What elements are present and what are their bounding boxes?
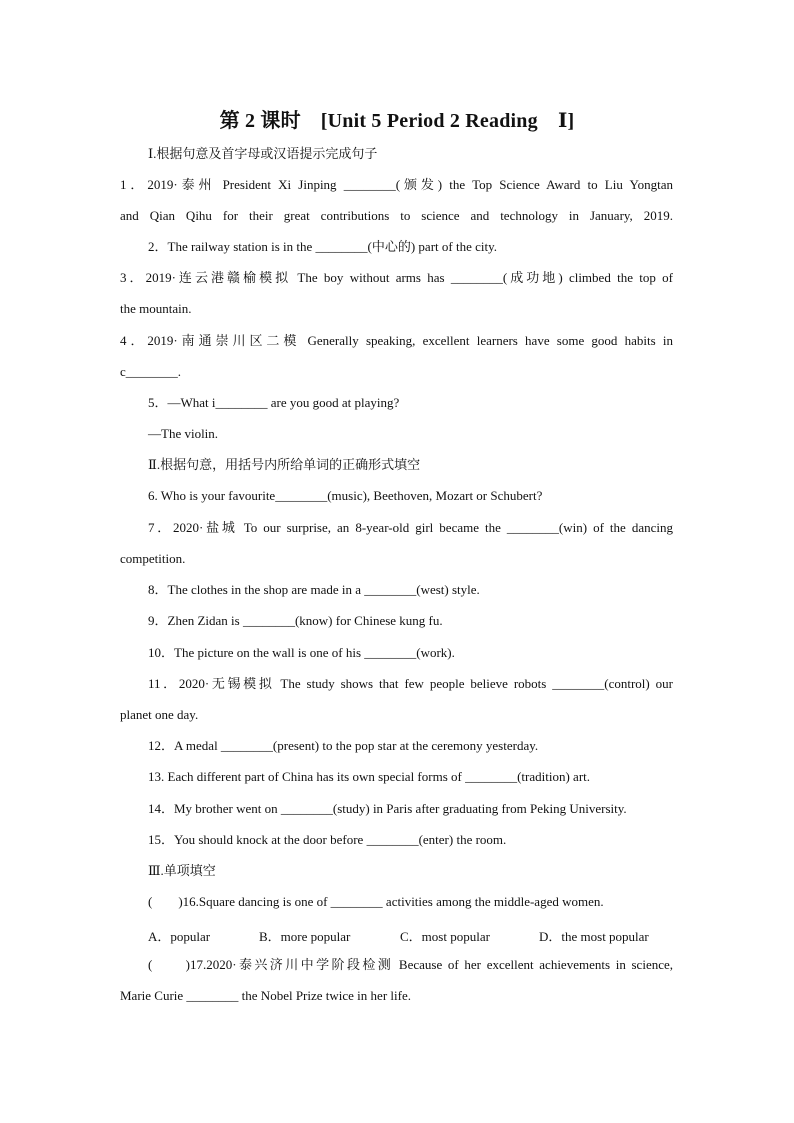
question-16: ( )16.Square dancing is one of ________ activities among the middle-aged women. [148,894,604,909]
question-10: 10．The picture on the wall is one of his ________(work). [148,645,455,660]
question-1-line-2: and Qian Qihu for their great contributions to science and technology in January, 2019. [120,208,673,223]
question-3-line-1: 3．2019·连云港赣榆模拟 The boy without arms has ________(成功地) climbed the top of [120,270,673,285]
question-17-line-1: ( )17.2020·泰兴济川中学阶段检测 Because of her excellent achievements in science, [148,957,673,972]
question-7-line-2: competition. [120,551,186,566]
question-7-line-1: 7．2020·盐城 To our surprise, an 8-year-old girl became the ________(win) of the dancing [148,520,673,535]
section-heading-1: Ⅰ.根据句意及首字母或汉语提示完成句子 [148,146,378,161]
question-1-line-1: 1．2019·泰州 President Xi Jinping ________(颁发) the Top Science Award to Liu Yongtan [120,177,673,192]
question-16-option-b: B．more popular [259,929,351,944]
question-11-line-2: planet one day. [120,707,199,722]
question-16-option-a: A．popular [148,929,211,944]
section-heading-3: Ⅲ.单项填空 [148,863,216,878]
question-16-option-c: C．most popular [400,929,490,944]
question-8: 8．The clothes in the shop are made in a ________(west) style. [148,582,480,597]
question-16-option-d: D．the most popular [539,929,649,944]
question-3-line-2: the mountain. [120,301,192,316]
question-2: 2．The railway station is in the ________(中心的) part of the city. [148,239,498,254]
question-6: 6. Who is your favourite________(music), Beethoven, Mozart or Schubert? [148,488,543,503]
question-11-line-1: 11．2020·无锡模拟 The study shows that few people believe robots ________(control) our [148,676,673,691]
question-5-line-2: —The violin. [148,426,219,441]
question-9: 9．Zhen Zidan is ________(know) for Chinese kung fu. [148,613,443,628]
question-4-line-2: c________. [120,364,182,379]
title-unit: [Unit 5 Period 2 Reading Ⅰ] [320,110,575,132]
question-4-line-1: 4．2019·南通崇川区二模 Generally speaking, excellent learners have some good habits in [120,333,673,348]
question-5-line-1: 5．—What i________ are you good at playing? [148,395,400,410]
question-14: 14．My brother went on ________(study) in Paris after graduating from Peking University. [148,801,627,816]
page-title [0,104,794,133]
question-13: 13. Each different part of China has its own special forms of ________(tradition) art. [148,769,591,784]
title-lesson: 第 2 课时 [219,110,301,132]
question-15: 15．You should knock at the door before ________(enter) the room. [148,832,507,847]
question-12: 12．A medal ________(present) to the pop star at the ceremony yesterday. [148,738,539,753]
section-heading-2: Ⅱ.根据句意，用括号内所给单词的正确形式填空 [148,457,421,472]
question-17-line-2: Marie Curie ________ the Nobel Prize twice in her life. [120,988,411,1003]
